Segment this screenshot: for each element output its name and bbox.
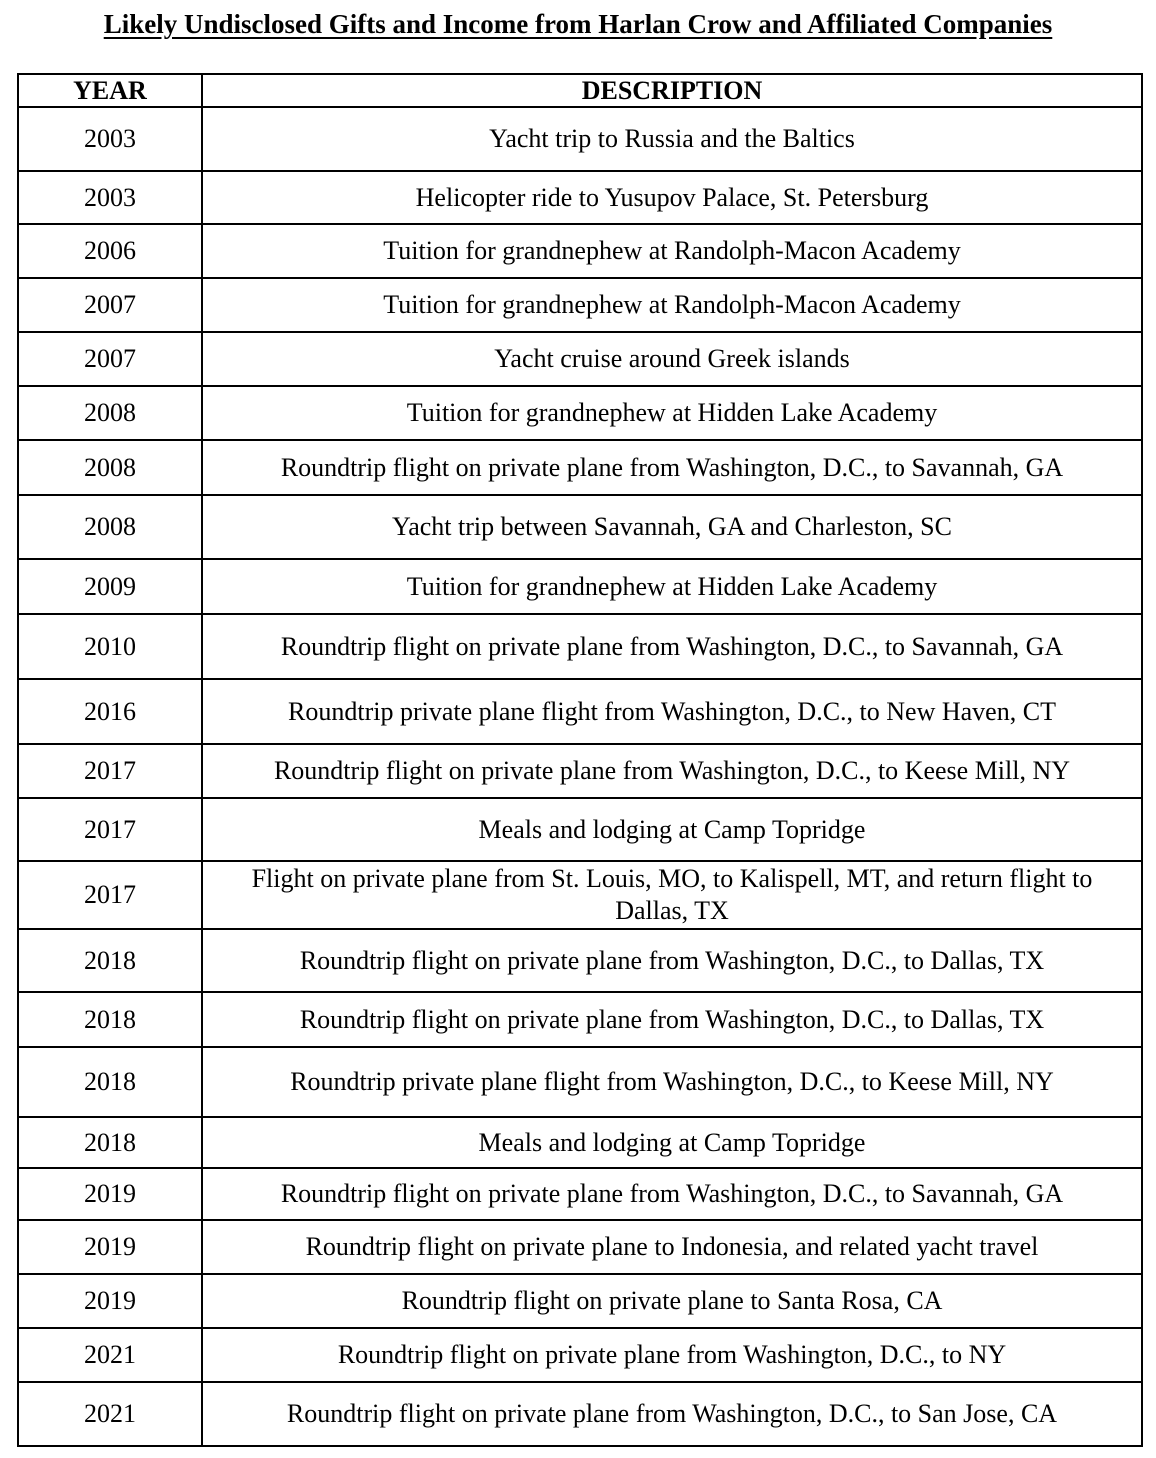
year-cell: 2018 — [18, 1117, 202, 1168]
table-row — [18, 107, 1142, 171]
description-cell: Roundtrip flight on private plane from Washington, D.C., to Savannah, GA — [202, 440, 1142, 495]
year-cell: 2018 — [18, 992, 202, 1047]
table-row — [18, 1382, 1142, 1446]
description-column-header: DESCRIPTION — [202, 74, 1142, 107]
description-cell: Tuition for grandnephew at Randolph-Macon Academy — [202, 224, 1142, 278]
year-cell: 2008 — [18, 386, 202, 440]
table-row — [18, 440, 1142, 495]
description-cell: Roundtrip flight on private plane from Washington, D.C., to San Jose, CA — [202, 1382, 1142, 1446]
table-row — [18, 1117, 1142, 1168]
table-row — [18, 1220, 1142, 1274]
table-row — [18, 386, 1142, 440]
description-cell: Yacht trip between Savannah, GA and Charleston, SC — [202, 495, 1142, 559]
description-cell: Tuition for grandnephew at Hidden Lake Academy — [202, 386, 1142, 440]
description-cell: Roundtrip flight on private plane from Washington, D.C., to Savannah, GA — [202, 1168, 1142, 1220]
year-cell: 2010 — [18, 614, 202, 679]
year-cell: 2018 — [18, 1047, 202, 1117]
table-row — [18, 1274, 1142, 1328]
year-cell: 2003 — [18, 171, 202, 224]
description-cell: Yacht cruise around Greek islands — [202, 332, 1142, 386]
table-row — [18, 332, 1142, 386]
year-cell: 2003 — [18, 107, 202, 171]
description-cell: Roundtrip flight on private plane from Washington, D.C., to NY — [202, 1328, 1142, 1382]
table-row — [18, 559, 1142, 614]
description-cell: Meals and lodging at Camp Topridge — [202, 1117, 1142, 1168]
description-cell: Roundtrip flight on private plane from Washington, D.C., to Keese Mill, NY — [202, 744, 1142, 798]
table-row — [18, 798, 1142, 861]
table-row — [18, 278, 1142, 332]
table-row — [18, 614, 1142, 679]
year-cell: 2018 — [18, 929, 202, 992]
year-cell: 2017 — [18, 861, 202, 929]
table-row — [18, 929, 1142, 992]
year-cell: 2021 — [18, 1382, 202, 1446]
table-row — [18, 224, 1142, 278]
description-cell: Roundtrip flight on private plane from Washington, D.C., to Dallas, TX — [202, 992, 1142, 1047]
description-cell: Yacht trip to Russia and the Baltics — [202, 107, 1142, 171]
description-cell: Tuition for grandnephew at Randolph-Macon Academy — [202, 278, 1142, 332]
table-row — [18, 861, 1142, 929]
description-cell: Flight on private plane from St. Louis, MO, to Kalispell, MT, and return flight to Dallas, TX — [202, 861, 1142, 929]
table-row — [18, 992, 1142, 1047]
description-cell: Helicopter ride to Yusupov Palace, St. Petersburg — [202, 171, 1142, 224]
year-cell: 2019 — [18, 1274, 202, 1328]
table-row — [18, 1328, 1142, 1382]
table-row — [18, 495, 1142, 559]
year-cell: 2021 — [18, 1328, 202, 1382]
table-row — [18, 171, 1142, 224]
description-cell: Roundtrip private plane flight from Washington, D.C., to New Haven, CT — [202, 679, 1142, 744]
year-cell: 2017 — [18, 744, 202, 798]
year-cell: 2009 — [18, 559, 202, 614]
year-cell: 2019 — [18, 1220, 202, 1274]
document-title: Likely Undisclosed Gifts and Income from Harlan Crow and Affiliated Companies — [103, 9, 1053, 39]
gifts-table — [17, 73, 1143, 1447]
year-column-header: YEAR — [18, 74, 202, 107]
year-cell: 2017 — [18, 798, 202, 861]
table-row — [18, 1168, 1142, 1220]
table-row — [18, 1047, 1142, 1117]
table-row — [18, 679, 1142, 744]
description-cell: Roundtrip flight on private plane from Washington, D.C., to Dallas, TX — [202, 929, 1142, 992]
table-header-row — [18, 74, 1142, 107]
year-cell: 2008 — [18, 495, 202, 559]
year-cell: 2007 — [18, 278, 202, 332]
description-cell: Roundtrip flight on private plane from Washington, D.C., to Savannah, GA — [202, 614, 1142, 679]
description-cell: Meals and lodging at Camp Topridge — [202, 798, 1142, 861]
description-cell: Roundtrip flight on private plane to Indonesia, and related yacht travel — [202, 1220, 1142, 1274]
year-cell: 2016 — [18, 679, 202, 744]
year-cell: 2019 — [18, 1168, 202, 1220]
description-cell: Roundtrip private plane flight from Washington, D.C., to Keese Mill, NY — [202, 1047, 1142, 1117]
description-cell: Roundtrip flight on private plane to Santa Rosa, CA — [202, 1274, 1142, 1328]
table-row — [18, 744, 1142, 798]
year-cell: 2006 — [18, 224, 202, 278]
year-cell: 2007 — [18, 332, 202, 386]
year-cell: 2008 — [18, 440, 202, 495]
description-cell: Tuition for grandnephew at Hidden Lake Academy — [202, 559, 1142, 614]
